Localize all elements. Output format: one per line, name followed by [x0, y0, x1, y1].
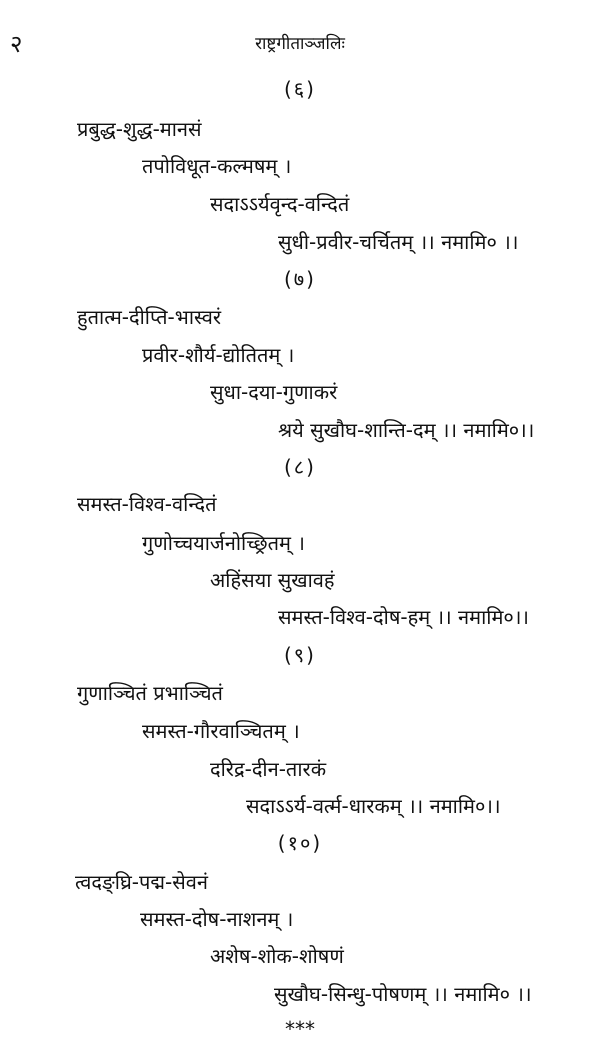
verse-line: समस्त-विश्व-दोष-हम् ।। नमामि०।।	[278, 605, 529, 629]
verse-line: सदाऽऽर्यवृन्द-वन्दितं	[210, 192, 350, 216]
page-number: २	[10, 30, 23, 58]
verse-line: सुखौघ-सिन्धु-पोषणम् ।। नमामि० ।।	[274, 982, 532, 1006]
verse-line: अहिंसया सुखावहं	[210, 568, 335, 592]
closing-asterisks: ***	[285, 1017, 315, 1041]
verse-line: सुधा-दया-गुणाकरं	[210, 380, 338, 404]
verse-line: दरिद्र-दीन-तारकं	[210, 757, 327, 781]
stanza-number: (१०)	[277, 831, 323, 855]
verse-line: समस्त-विश्व-वन्दितं	[77, 492, 217, 516]
verse-line: सुधी-प्रवीर-चर्चितम् ।। नमामि० ।।	[278, 230, 519, 254]
stanza-number: (७)	[283, 267, 316, 291]
verse-line: तपोविधूत-कल्मषम् ।	[142, 154, 292, 178]
verse-line: त्वदङ्घ्रि-पद्म-सेवनं	[75, 870, 208, 894]
verse-line: प्रवीर-शौर्य-द्योतितम् ।	[142, 343, 295, 367]
verse-line: अशेष-शोक-शोषणं	[210, 944, 344, 968]
verse-line: सदाऽऽर्य-वर्त्म-धारकम् ।। नमामि०।।	[246, 794, 501, 818]
verse-line: समस्त-गौरवाञ्चितम् ।	[142, 719, 300, 743]
verse-line: गुणोच्चयार्जनोच्छ्रितम् ।	[142, 531, 305, 555]
verse-line: श्रये सुखौघ-शान्ति-दम् ।। नमामि०।।	[278, 418, 535, 442]
stanza-number: (८)	[283, 455, 316, 479]
stanza-number: (९)	[283, 643, 316, 667]
stanza-number: (६)	[283, 77, 316, 101]
verse-line: प्रबुद्ध-शुद्ध-मानसं	[77, 117, 202, 141]
verse-line: हुतात्म-दीप्ति-भास्वरं	[77, 305, 222, 329]
verse-line: समस्त-दोष-नाशनम् ।	[140, 907, 294, 931]
verse-line: गुणाञ्चितं प्रभाञ्चितं	[77, 681, 223, 705]
running-header-title: राष्ट्रगीताञ्जलिः	[255, 34, 345, 54]
